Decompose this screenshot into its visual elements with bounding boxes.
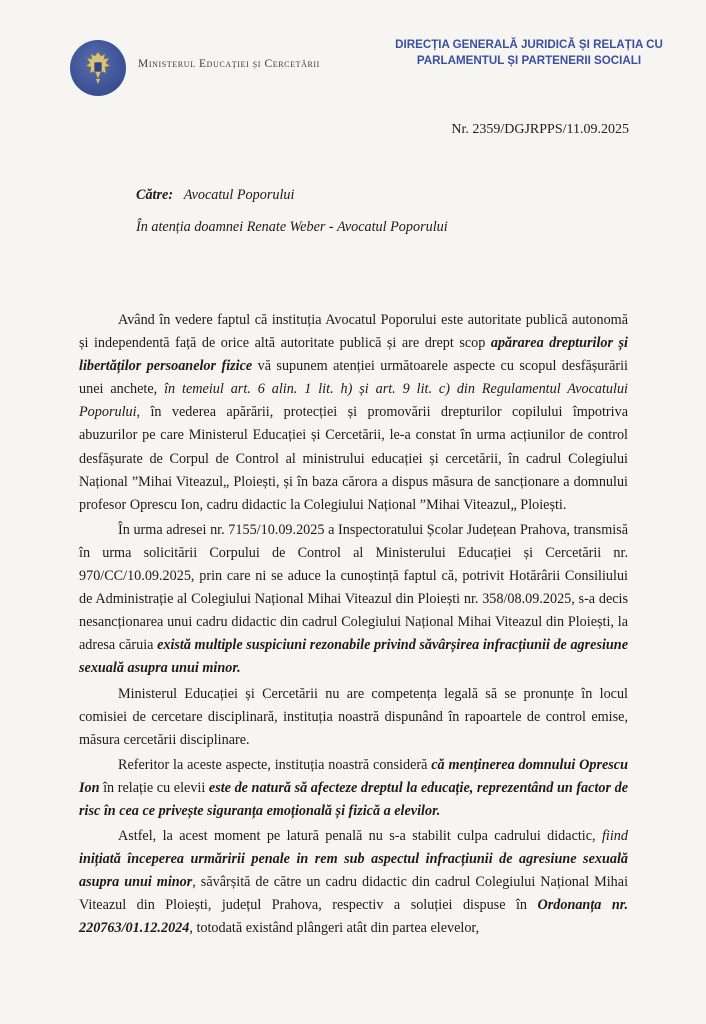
p2-emphasis: există multiple suspiciuni rezonabile privind săvârșirea infracțiunii de agresiune sexuală asupra unui minor. (79, 637, 628, 677)
p1-legal-reference: în temeiul art. 6 alin. 1 lit. h) și art. 9 lit. c) din Regulamentul Avocatului Poporului, (79, 381, 628, 421)
paragraph-5 (79, 825, 628, 940)
p5-text: Astfel, la acest moment pe latură penală nu s-a stabilit culpa cadrului didactic, (118, 828, 602, 845)
p1-emphasis: apărarea drepturilor și libertăților persoanelor fizice (79, 335, 628, 375)
paragraph-1 (79, 309, 628, 517)
p5-text-2: , săvârșită de către un cadru didactic din cadrul Colegiului Național Mihai Viteazul din Ploiești, județul Prahova, respectiv a soluției dispuse în (79, 874, 629, 914)
paragraph-3 (79, 683, 628, 752)
ministry-name: Ministerul Educației și Cercetării (138, 58, 320, 70)
p4-emphasis: că menținerea domnului Oprescu Ion (79, 756, 628, 796)
addressee-value: Avocatul Poporului (183, 187, 295, 203)
p5-ordinance: Ordonanța nr. 220763/01.12.2024 (79, 897, 628, 937)
p2-text: În urma adresei nr. 7155/10.09.2025 a Inspectoratului Școlar Județean Prahova, transmisă în urma solicitării Corpului de Control al Ministerului Educației și Cercetării nr. 970/CC/10.09.2025, prin care ni se aduce la cunoștință faptul că, potrivit Hotărârii Consiliului de Administrație al Colegiului Național Mihai Viteazul din Ploiești nr. 358/08.09.2025, s-a decis nesancționarea unui cadru didactic din cadrul Colegiului Național Mihai Viteazul din Ploiești, la adresa căruia (79, 521, 628, 654)
coat-of-arms-seal (70, 40, 126, 96)
romanian-coat-of-arms-icon (81, 49, 115, 87)
p3-text: Ministerul Educației și Cercetării nu are competența legală să se pronunțe în locul comisiei de cercetare disciplinară, instituția noastră dispunând în rapoartele de control emise, măsura cercetării disciplinare. (79, 685, 628, 748)
paragraph-2 (79, 519, 628, 681)
p1-text: Având în vedere faptul că instituția Avocatul Poporului este autoritate publică autonomă și independentă față de orice altă autoritate publică și are drept scop (79, 312, 628, 352)
p4-emphasis-2: este de natură să afecteze dreptul la educație, reprezentând un factor de risc în cea ce privește siguranța emoțională și fizică a elevilor. (79, 779, 628, 819)
p5-italic: fiind (601, 828, 628, 845)
paragraph-4 (79, 754, 628, 823)
directorate-name (384, 37, 674, 69)
directorate-line-2: PARLAMENTUL ȘI PARTENERII SOCIALI (416, 54, 642, 67)
addressee (136, 187, 294, 204)
p1-text-3: în vederea apărării, protecției și promovării drepturilor copilului împotriva abuzurilor pe care Ministerul Educației și Cercetării, le-a constat în urma acțiunilor de control desfășurate de Corpul de Control al ministrului educației și cercetării, în cadrul Colegiului Național ”Mihai Viteazul„ Ploiești, și în baza cărora a dispus măsura de sancționare a domnului profesor Oprescu Ion, cadru didactic la Colegiului Național ”Mihai Viteazul„ Ploiești. (79, 404, 628, 513)
letter-body (79, 309, 628, 943)
p4-text: Referitor la aceste aspecte, instituția noastră consideră (118, 756, 432, 773)
directorate-line-1: DIRECȚIA GENERALĂ JURIDICĂ ȘI RELAȚIA CU (395, 38, 663, 51)
p5-text-3: , totodată existând plângeri atât din partea elevelor, (189, 920, 480, 937)
attention-line: În atenția doamnei Renate Weber - Avocatul Poporului (136, 219, 448, 235)
addressee-label: Către: (136, 187, 174, 203)
registration-number: Nr. 2359/DGJRPPS/11.09.2025 (451, 122, 629, 137)
p1-text-2: vă supunem atenției următoarele aspecte cu scopul desfășurării unei anchete, (79, 358, 628, 398)
p4-text-2: în relație cu elevii (99, 779, 209, 796)
p5-emphasis: inițiată începerea urmăririi penale in rem sub aspectul infracțiunii de agresiune sexuală asupra unui minor (79, 851, 628, 891)
